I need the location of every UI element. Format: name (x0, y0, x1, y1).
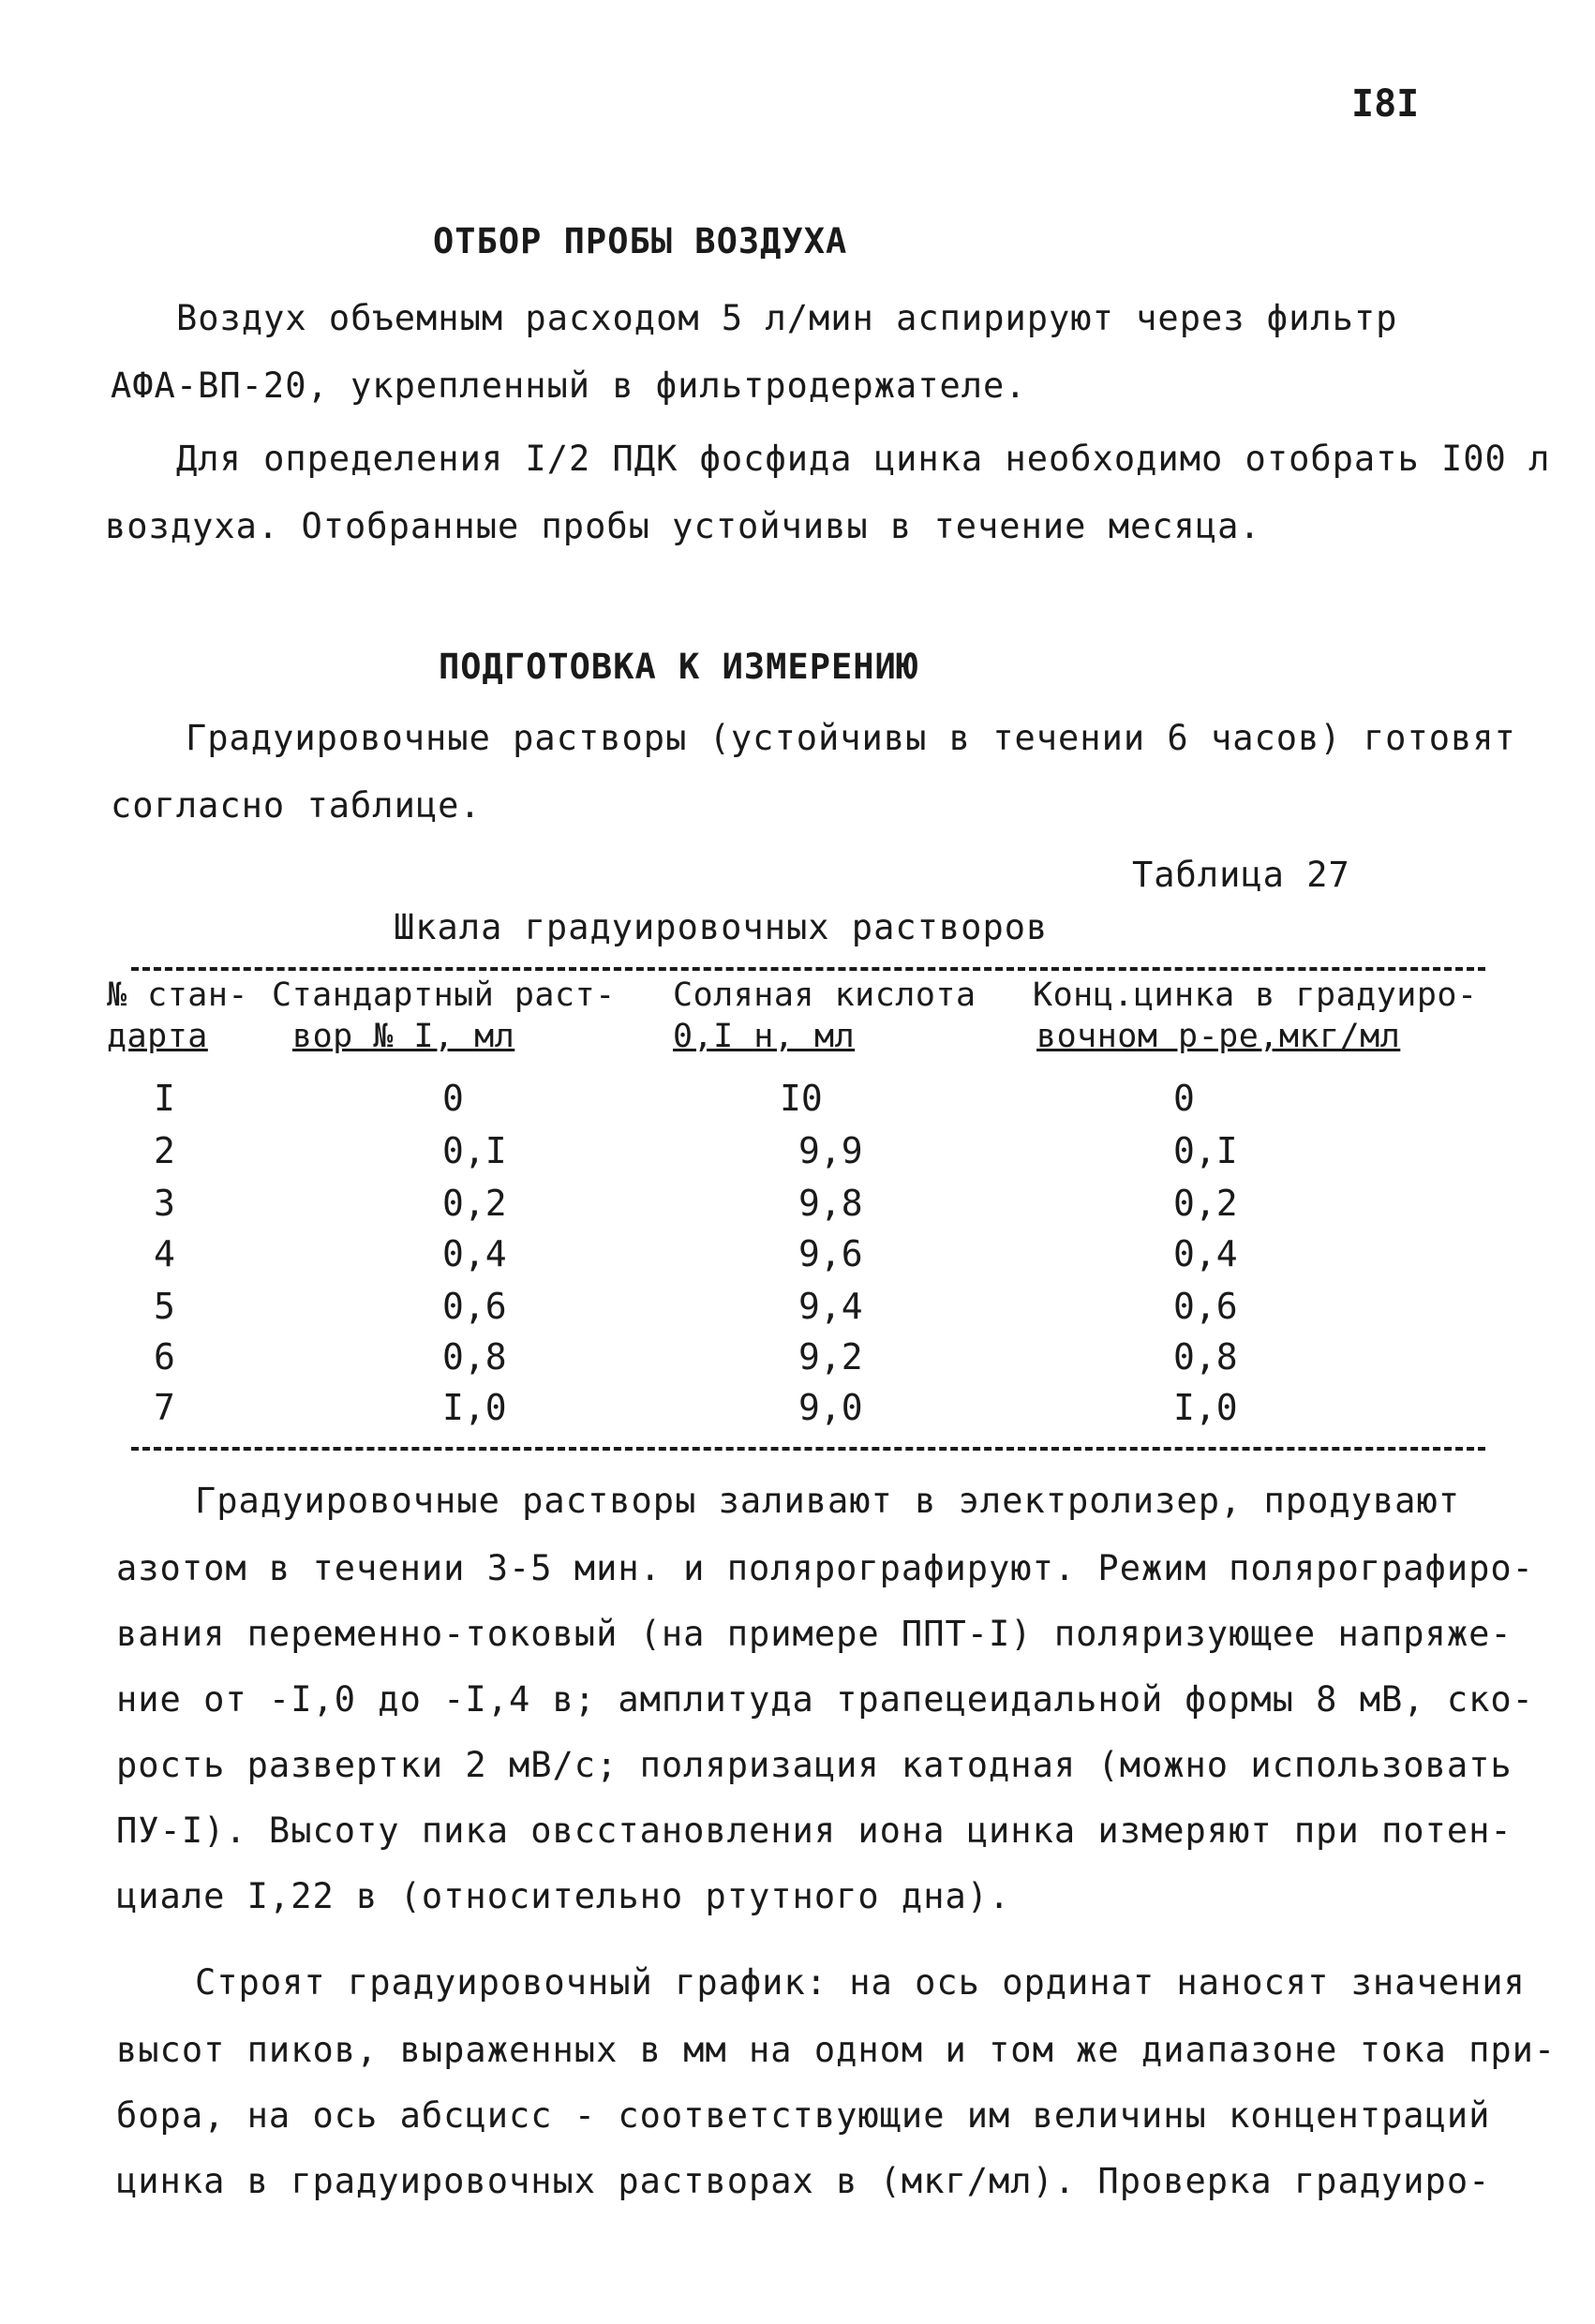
paragraph-line: Градуировочные растворы (устойчивы в течении 6 часов) готовят (186, 718, 1516, 758)
paragraph-line: цинка в градуировочных растворах в (мкг/мл). Проверка градуиро- (116, 2161, 1491, 2201)
table-header-standard-no: № стан- дарта (107, 976, 249, 1055)
section-title-air-sampling: ОТБОР ПРОБЫ ВОЗДУХА (433, 221, 848, 261)
table-cell: 7 (154, 1387, 175, 1428)
table-cell: 6 (154, 1336, 175, 1378)
table-cell: I,0 (442, 1387, 507, 1428)
page-number: I8I (1351, 82, 1420, 126)
table-cell: 0,2 (442, 1183, 507, 1224)
table-cell: 9,9 (798, 1130, 863, 1171)
table-cell: 5 (154, 1286, 175, 1327)
table-cell: 0,I (1173, 1130, 1238, 1171)
table-cell: 0,I (442, 1130, 507, 1171)
paragraph-line: ПУ-I). Высоту пика овсстановления иона цинка измеряют при потен- (116, 1810, 1513, 1851)
table-cell: 9,8 (798, 1183, 863, 1224)
table-cell: 0,2 (1173, 1183, 1238, 1224)
paragraph-line: циале I,22 в (относительно ртутного дна). (116, 1876, 1011, 1916)
table-header-hydrochloric-acid: Соляная кислота 0,I н, мл (673, 976, 976, 1055)
table-bottom-rule (131, 1447, 1485, 1451)
paragraph-line: воздуха. Отобранные пробы устойчивы в течение месяца. (105, 506, 1261, 546)
table-cell: 9,0 (798, 1387, 863, 1428)
table-cell: I0 (780, 1078, 823, 1119)
table-cell: 4 (154, 1233, 175, 1274)
paragraph-line: АФА-ВП-20, укрепленный в фильтродержателе. (111, 365, 1027, 406)
paragraph-line: рость развертки 2 мВ/с; поляризация катодная (можно использовать (116, 1745, 1513, 1785)
table-cell: I,0 (1173, 1387, 1238, 1428)
table-header-zinc-concentration: Конц.цинка в градуиро- вочном р-ре,мкг/мл (1033, 976, 1478, 1055)
table-cell: 9,2 (798, 1336, 863, 1378)
table-cell: 0,6 (1173, 1286, 1238, 1327)
table-cell: 0,8 (442, 1336, 507, 1378)
table-cell: 9,4 (798, 1286, 863, 1327)
table-caption: Шкала градуировочных растворов (394, 907, 1049, 947)
table-cell: 0 (1173, 1078, 1195, 1119)
paragraph-line: бора, на ось абсцисс - соответствующие им величины концентраций (116, 2095, 1491, 2136)
table-header-standard-solution: Стандартный раст- вор № I, мл (272, 976, 616, 1055)
section-title-measurement-prep: ПОДГОТОВКА К ИЗМЕРЕНИЮ (439, 647, 919, 687)
paragraph-line: Строят градуировочный график: на ось ординат наносят значения (195, 1962, 1526, 2003)
table-cell: 3 (154, 1183, 175, 1224)
paragraph-line: ние от -I,0 до -I,4 в; амплитуда трапецеидальной формы 8 мВ, ско- (116, 1679, 1534, 1720)
paragraph-line: Воздух объемным расходом 5 л/мин аспирируют через фильтр (176, 298, 1398, 338)
paragraph-line: вания переменно-токовый (на примере ППТ-I) поляризующее напряже- (116, 1614, 1513, 1654)
paragraph-line: азотом в течении 3-5 мин. и полярографируют. Режим полярографиро- (116, 1548, 1534, 1588)
table-cell: 0,4 (1173, 1233, 1238, 1274)
table-cell: 0,4 (442, 1233, 507, 1274)
table-cell: 0,8 (1173, 1336, 1238, 1378)
paragraph-line: Для определения I/2 ПДК фосфида цинка необходимо отобрать I00 л (176, 439, 1551, 479)
table-cell: 0 (442, 1078, 464, 1119)
table-cell: 0,6 (442, 1286, 507, 1327)
paragraph-line: Градуировочные растворы заливают в электролизер, продувают (195, 1481, 1461, 1521)
table-cell: 9,6 (798, 1233, 863, 1274)
paragraph-line: высот пиков, выраженных в мм на одном и том же диапазоне тока при- (116, 2030, 1557, 2070)
paragraph-line: согласно таблице. (111, 785, 482, 826)
table-cell: 2 (154, 1130, 175, 1171)
table-number: Таблица 27 (1132, 855, 1350, 895)
table-top-rule (131, 967, 1485, 971)
table-cell: I (154, 1078, 175, 1119)
